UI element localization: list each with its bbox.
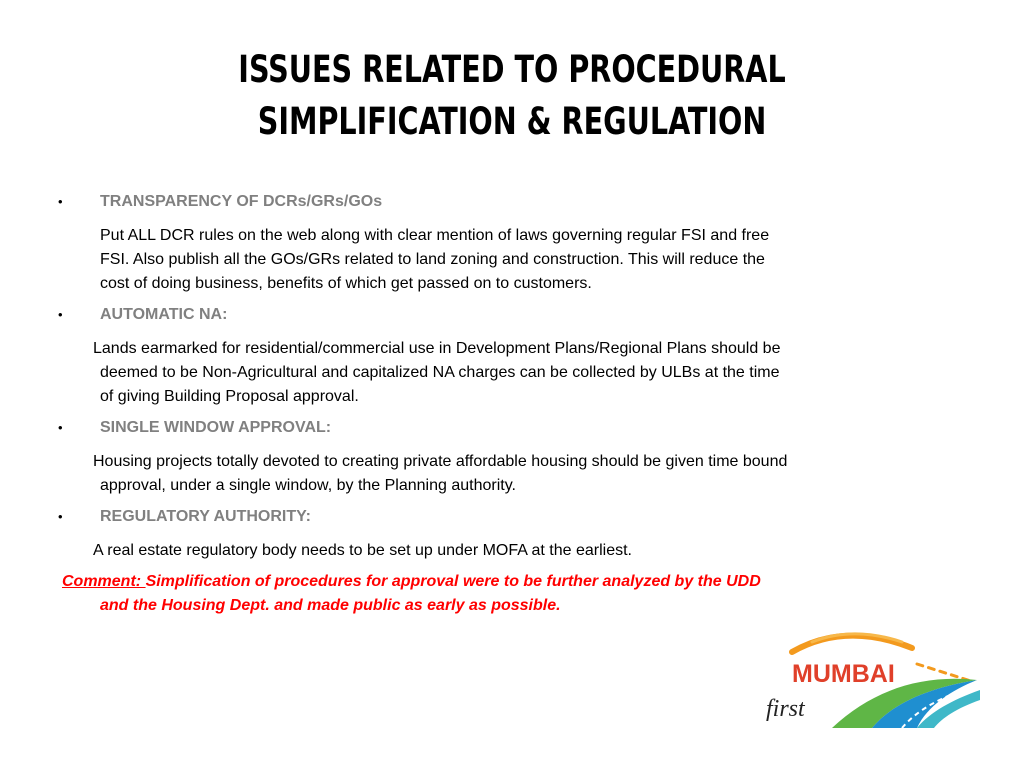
- item-body-line: cost of doing business, benefits of which get passed on to customers.: [100, 275, 592, 292]
- comment-note: [62, 570, 761, 618]
- slide-title-line-1: ISSUES RELATED TO PROCEDURAL: [238, 48, 786, 91]
- slide-title: [123, 44, 900, 148]
- item-body: [93, 337, 780, 409]
- item-body-line: Housing projects totally devoted to creating private affordable housing should be given time bound: [93, 453, 788, 470]
- logo-word: MUMBAI: [792, 660, 895, 688]
- item-body-line: of giving Building Proposal approval.: [100, 388, 359, 405]
- bullet-icon: •: [58, 194, 63, 209]
- item-body: [93, 539, 632, 563]
- item-body-line: approval, under a single window, by the Planning authority.: [100, 477, 516, 494]
- slide-title-line-2: SIMPLIFICATION & REGULATION: [257, 100, 767, 143]
- item-body-line: deemed to be Non-Agricultural and capitalized NA charges can be collected by ULBs at the time: [100, 364, 780, 381]
- mumbai-first-logo: [752, 630, 982, 730]
- bullet-icon: •: [58, 420, 63, 435]
- comment-text-line-1: Simplification of procedures for approval were to be further analyzed by the UDD: [145, 573, 761, 590]
- item-body-line: A real estate regulatory body needs to be set up under MOFA at the earliest.: [93, 542, 632, 559]
- item-heading: SINGLE WINDOW APPROVAL:: [100, 419, 332, 436]
- logo-sub: first: [766, 696, 805, 722]
- item-heading: AUTOMATIC NA:: [100, 306, 228, 323]
- item-heading: REGULATORY AUTHORITY:: [100, 508, 311, 525]
- item-body-line: Put ALL DCR rules on the web along with clear mention of laws governing regular FSI and free: [100, 227, 770, 244]
- item-body: [100, 224, 769, 296]
- item-body: [93, 450, 787, 498]
- item-body-line: Lands earmarked for residential/commercial use in Development Plans/Regional Plans should be: [93, 340, 781, 357]
- comment-label: Comment:: [62, 573, 146, 590]
- bullet-icon: •: [58, 509, 63, 524]
- item-heading: TRANSPARENCY OF DCRs/GRs/GOs: [100, 193, 383, 210]
- comment-text-line-2: and the Housing Dept. and made public as early as possible.: [100, 597, 561, 614]
- item-body-line: FSI. Also publish all the GOs/GRs related to land zoning and construction. This will reduce the: [100, 251, 765, 268]
- bullet-icon: •: [58, 307, 63, 322]
